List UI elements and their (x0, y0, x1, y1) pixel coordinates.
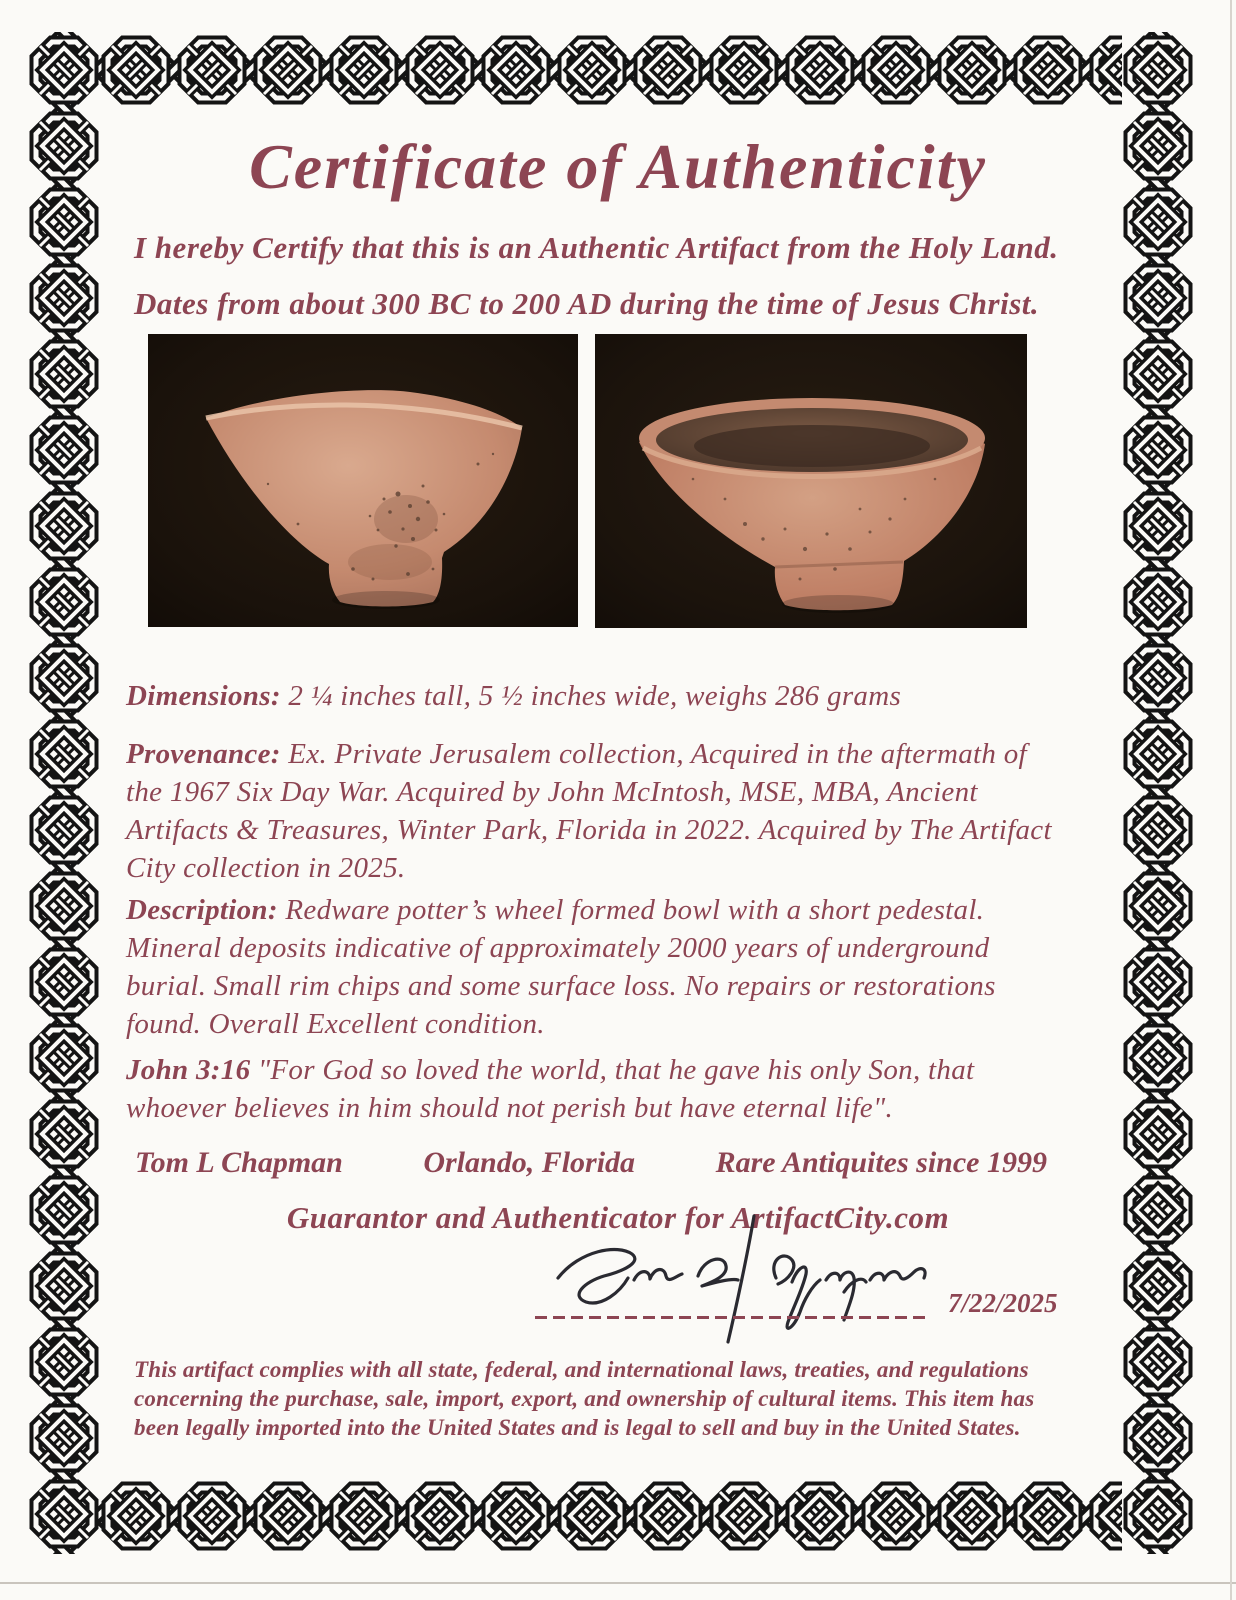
signature (540, 1216, 940, 1348)
legal-text: This artifact complies with all state, federal, and international laws, treaties, and regulations concerning the purchase, sale, import, export, and ownership of cultural items. This item has been legally imported into the United States and is legal to sell and buy in the United States. (134, 1357, 1035, 1440)
signatory-name: Tom L Chapman (135, 1146, 343, 1179)
scripture-label: John 3:16 (126, 1054, 251, 1086)
scan-edge-bottom (0, 1582, 1236, 1584)
section-provenance (126, 735, 1068, 887)
dimensions-text: 2 ¼ inches tall, 5 ½ inches wide, weighs 286 grams (288, 680, 902, 712)
signatory-location: Orlando, Florida (423, 1146, 636, 1179)
signatory-row (135, 1146, 1047, 1180)
scripture-text: "For God so loved the world, that he gave his only Son, that whoever believes in him should not perish but have eternal life". (126, 1054, 975, 1124)
intro-line-1: I hereby Certify that this is an Authentic Artifact from the Holy Land. (134, 230, 1059, 265)
signature-date: 7/22/2025 (948, 1288, 1058, 1318)
signatory-tagline: Rare Antiquites since 1999 (715, 1146, 1047, 1179)
section-dimensions (126, 677, 1068, 715)
provenance-label: Provenance: (126, 738, 281, 770)
description-label: Description: (126, 894, 278, 926)
description-text: Redware potter’s wheel formed bowl with a short pedestal. Mineral deposits indicative of approximately 2000 years of underground burial. Small rim chips and some surface loss. No repairs or restorations found. Overall Excellent condition. (126, 894, 996, 1040)
scan-edge-right (1230, 0, 1232, 1600)
section-scripture (126, 1051, 1068, 1127)
artifact-photo-interior-view (595, 334, 1027, 628)
signature-line (535, 1316, 927, 1319)
certificate-title: Certificate of Authenticity (249, 131, 987, 202)
dimensions-label: Dimensions: (126, 680, 281, 712)
section-description (126, 891, 1068, 1043)
provenance-text: Ex. Private Jerusalem collection, Acquired in the aftermath of the 1967 Six Day War. Acquired by John McIntosh, MSE, MBA, Ancient Artifacts & Treasures, Winter Park, Florida in 2022. Acquired by The Artifact City collection in 2025. (126, 738, 1052, 884)
guarantor-line: Guarantor and Authenticator for ArtifactCity.com (286, 1200, 950, 1235)
artifact-photo-side-view (148, 334, 578, 627)
intro-line-2: Dates from about 300 BC to 200 AD during the time of Jesus Christ. (134, 286, 1040, 321)
